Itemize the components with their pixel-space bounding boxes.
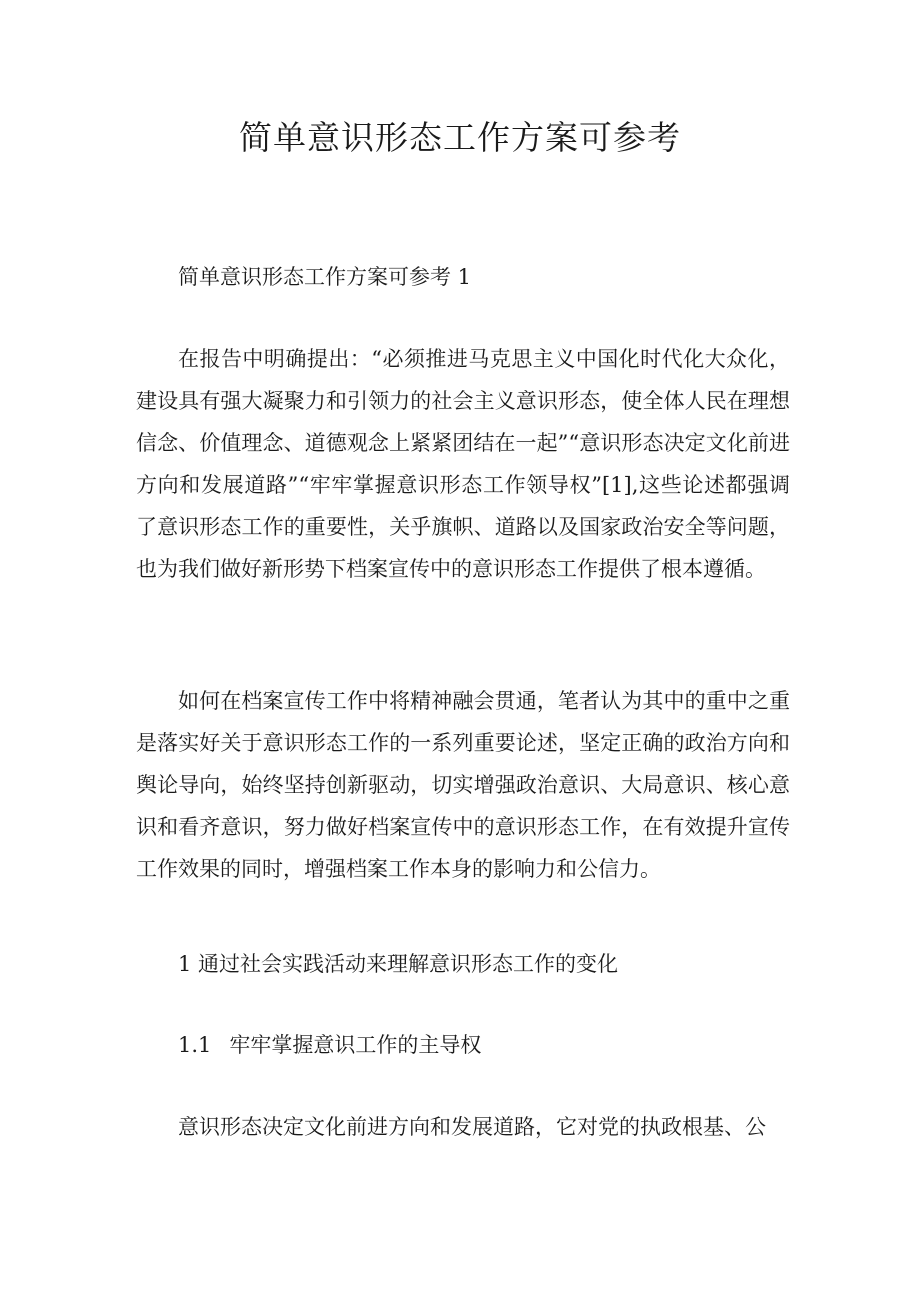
paragraph-1: 在报告中明确提出：“必须推进马克思主义中国化时代化大众化，建设具有强大凝聚力和引领力的社会主义意识形态，使全体人民在理想信念、价值理念、道德观念上紧紧团结在一起”“意识形态决定文化前进方向和发展道路”“牢牢掌握意识形态工作领导权”[1],这些论述都强调了意识形态工作的重要性，关乎旗帜、道路以及国家政治安全等问题，也为我们做好新形势下档案宣传中的意识形态工作提供了根本遵循。 xyxy=(136,347,790,581)
subsection-title: 牢牢掌握意识工作的主导权 xyxy=(229,1033,482,1057)
subsection-heading xyxy=(136,1024,790,1066)
subsection-number: 1.1 xyxy=(178,1033,212,1057)
paragraph-2: 如何在档案宣传工作中将精神融会贯通，笔者认为其中的重中之重是落实好关于意识形态工作的一系列重要论述，坚定正确的政治方向和舆论导向，始终坚持创新驱动，切实增强政治意识、大局意识、核心意识和看齐意识，努力做好档案宣传中的意识形态工作，在有效提升宣传工作效果的同时，增强档案工作本身的影响力和公信力。 xyxy=(136,689,790,881)
document-title: 简单意识形态工作方案可参考 xyxy=(239,118,681,157)
section-heading: 1 通过社会实践活动来理解意识形态工作的变化 xyxy=(178,952,619,976)
paragraph-3: 意识形态决定文化前进方向和发展道路，它对党的执政根基、公 xyxy=(178,1115,766,1139)
document-subtitle: 简单意识形态工作方案可参考 1 xyxy=(178,265,472,289)
